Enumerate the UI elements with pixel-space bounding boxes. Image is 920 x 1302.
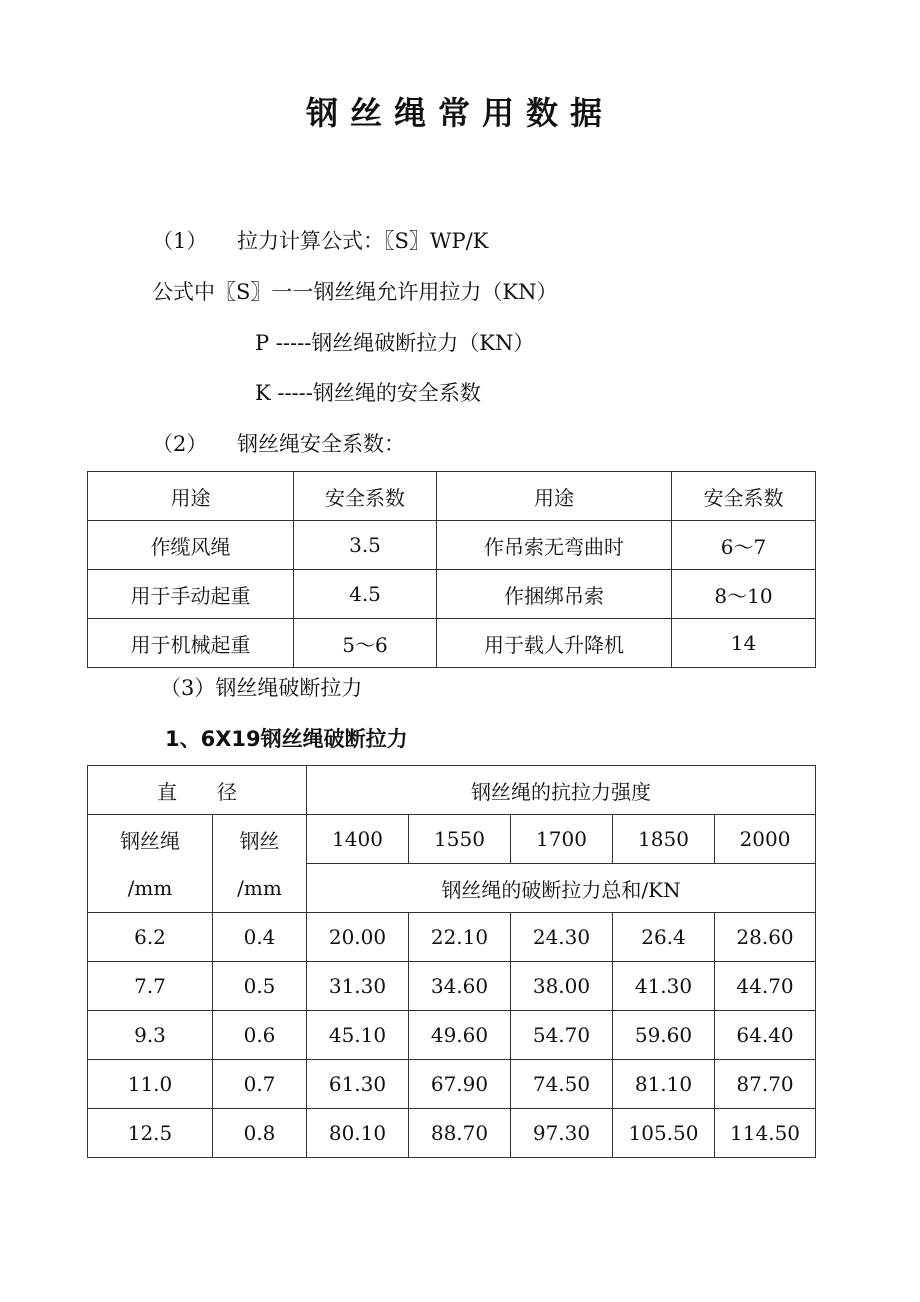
breaking-force-table — [87, 765, 816, 1158]
strength-value: 1400 — [307, 815, 409, 864]
table-cell: 24.30 — [511, 913, 613, 962]
header-diameter: 直 径 — [88, 766, 307, 815]
table-cell: 97.30 — [511, 1109, 613, 1158]
table-cell: 作捆绑吊索 — [437, 570, 672, 619]
table-row — [88, 1011, 816, 1060]
header-usage: 用途 — [88, 472, 294, 521]
table-cell: 45.10 — [307, 1011, 409, 1060]
section1-label: （1） — [152, 229, 208, 253]
table-cell: 64.40 — [715, 1011, 816, 1060]
header-usage: 用途 — [437, 472, 672, 521]
table-cell: 28.60 — [715, 913, 816, 962]
table-row — [88, 619, 816, 668]
table-cell: 0.7 — [213, 1060, 307, 1109]
table-cell: 用于载人升降机 — [437, 619, 672, 668]
header-total-breaking-force: 钢丝绳的破断拉力总和/KN — [307, 864, 816, 913]
table-cell: 49.60 — [409, 1011, 511, 1060]
table-cell: 0.6 — [213, 1011, 307, 1060]
table-cell: 20.00 — [307, 913, 409, 962]
table-cell: 22.10 — [409, 913, 511, 962]
table-cell: 4.5 — [294, 570, 437, 619]
table-cell: 5〜6 — [294, 619, 437, 668]
table-cell: 作吊索无弯曲时 — [437, 521, 672, 570]
table-cell: 0.5 — [213, 962, 307, 1011]
table-cell: 41.30 — [613, 962, 715, 1011]
table-cell: 用于机械起重 — [88, 619, 294, 668]
table-row — [88, 1060, 816, 1109]
table-cell: 59.60 — [613, 1011, 715, 1060]
table-cell: 80.10 — [307, 1109, 409, 1158]
table-cell: 87.70 — [715, 1060, 816, 1109]
table-cell: 54.70 — [511, 1011, 613, 1060]
table-cell: 9.3 — [88, 1011, 213, 1060]
strength-value: 1850 — [613, 815, 715, 864]
table-cell: 105.50 — [613, 1109, 715, 1158]
table-header-row — [88, 472, 816, 521]
table-cell: 11.0 — [88, 1060, 213, 1109]
header-safety-factor: 安全系数 — [294, 472, 437, 521]
table-row — [88, 1109, 816, 1158]
formula-explanation-k: K -----钢丝绳的安全系数 — [255, 381, 481, 405]
table-cell: 用于手动起重 — [88, 570, 294, 619]
table-cell: 74.50 — [511, 1060, 613, 1109]
table-cell: 81.10 — [613, 1060, 715, 1109]
table-cell: 8〜10 — [672, 570, 816, 619]
header-wire-diameter: 钢丝 — [213, 815, 307, 864]
header-tensile-strength: 钢丝绳的抗拉力强度 — [307, 766, 816, 815]
table-row — [88, 913, 816, 962]
table-row — [88, 521, 816, 570]
table-cell: 7.7 — [88, 962, 213, 1011]
table-cell: 3.5 — [294, 521, 437, 570]
table-cell: 6〜7 — [672, 521, 816, 570]
table-cell: 44.70 — [715, 962, 816, 1011]
table-cell: 34.60 — [409, 962, 511, 1011]
table-cell: 6.2 — [88, 913, 213, 962]
table-cell: 14 — [672, 619, 816, 668]
table-header-row — [88, 815, 816, 864]
table-cell: 88.70 — [409, 1109, 511, 1158]
table-header-row — [88, 864, 816, 913]
table-cell: 12.5 — [88, 1109, 213, 1158]
formula-explanation-p: P -----钢丝绳破断拉力（KN） — [255, 331, 535, 355]
formula-explanation-s: 公式中〖S〗一一钢丝绳允许用拉力（KN） — [152, 280, 558, 304]
header-safety-factor: 安全系数 — [672, 472, 816, 521]
table-cell: 0.4 — [213, 913, 307, 962]
section1-formula: 拉力计算公式：〖S〗WP/K — [237, 229, 489, 253]
strength-value: 2000 — [715, 815, 816, 864]
table-cell: 61.30 — [307, 1060, 409, 1109]
table-cell: 38.00 — [511, 962, 613, 1011]
header-rope-diameter: 钢丝绳 — [88, 815, 213, 864]
safety-factor-table — [87, 471, 816, 668]
section3-subheading: 1、6X19钢丝绳破断拉力 — [165, 727, 408, 751]
table-cell: 26.4 — [613, 913, 715, 962]
strength-value: 1700 — [511, 815, 613, 864]
table-cell: 114.50 — [715, 1109, 816, 1158]
section2-title: 钢丝绳安全系数： — [237, 432, 405, 456]
table-cell: 31.30 — [307, 962, 409, 1011]
section3-title: （3）钢丝绳破断拉力 — [160, 676, 363, 700]
table-header-row — [88, 766, 816, 815]
section2-label: （2） — [152, 432, 208, 456]
header-wire-unit: /mm — [213, 864, 307, 913]
table-cell: 0.8 — [213, 1109, 307, 1158]
strength-value: 1550 — [409, 815, 511, 864]
table-cell: 作缆风绳 — [88, 521, 294, 570]
header-rope-unit: /mm — [88, 864, 213, 913]
table-row — [88, 570, 816, 619]
page-title: 钢丝绳常用数据 — [305, 94, 614, 132]
table-row — [88, 962, 816, 1011]
table-cell: 67.90 — [409, 1060, 511, 1109]
